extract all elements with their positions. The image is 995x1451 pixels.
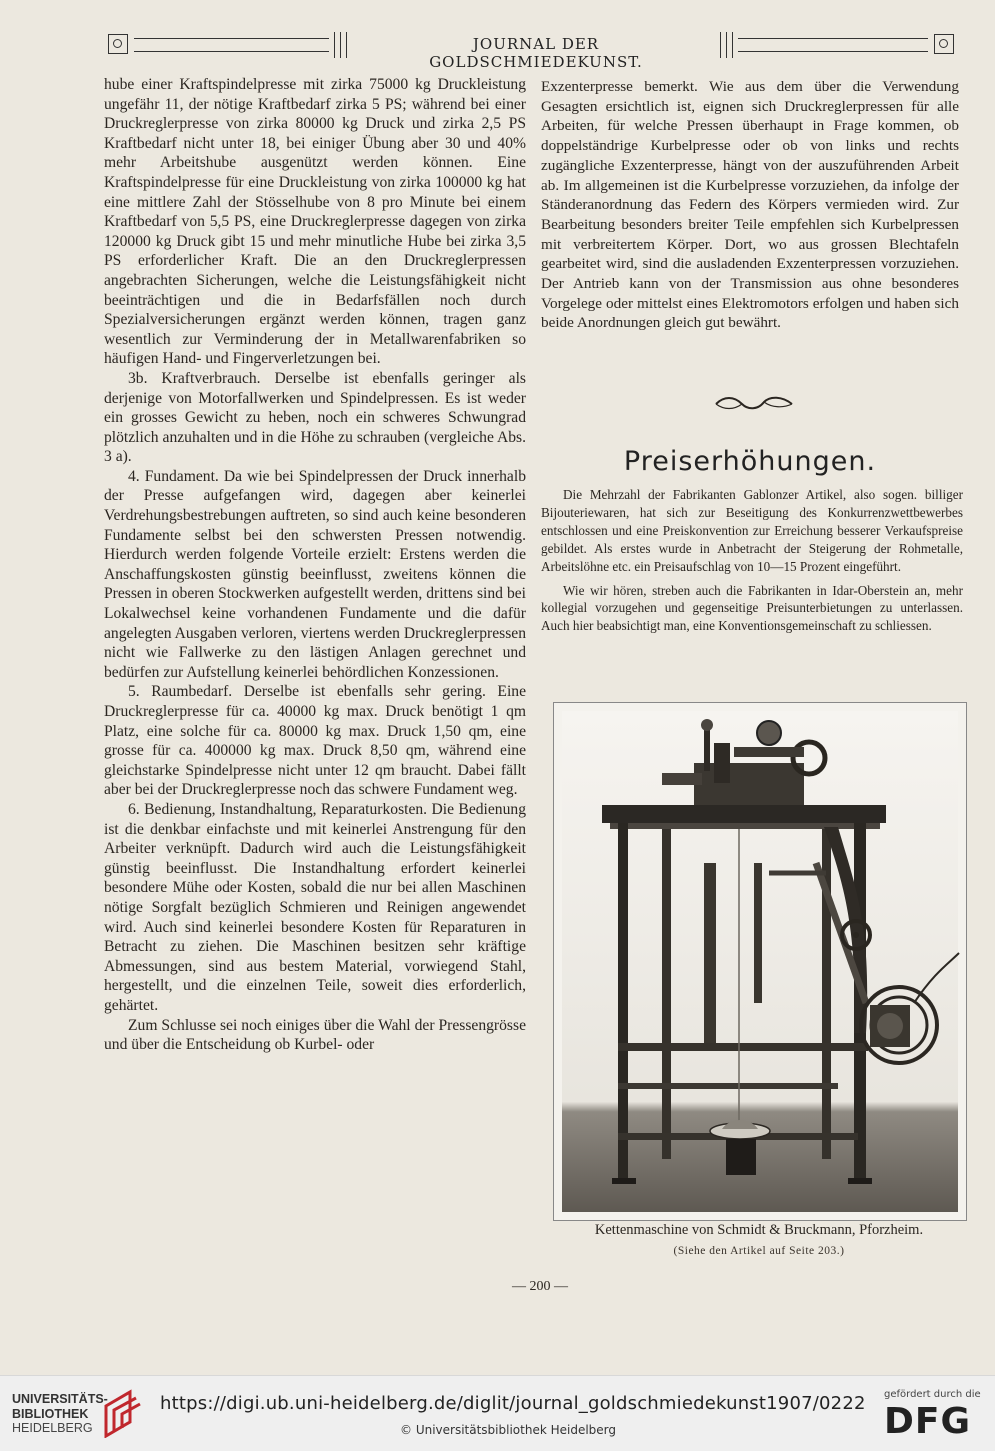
dfg-logo[interactable]: DFG bbox=[884, 1401, 972, 1442]
chain-machine-illustration bbox=[554, 703, 966, 1220]
machine-photograph bbox=[553, 702, 967, 1221]
right-text-column bbox=[541, 77, 959, 333]
left-text-column bbox=[104, 75, 526, 1055]
paragraph: Zum Schlusse sei noch einiges über die Wahl der Pressengrösse und über die Entscheidung ob Kurbel- oder bbox=[104, 1016, 526, 1054]
paragraph: Wie wir hören, streben auch die Fabrikanten in Idar-Oberstein an, mehr kollegial vorzugehen und gegenseitige Preisunterbietungen zu unterlassen. Auch hier beabsichtigt man, eine Konventionsgemeinschaft zu schliessen. bbox=[541, 582, 963, 634]
permalink-url[interactable]: https://digi.ub.uni-heidelberg.de/diglit/journal_goldschmiedekunst1907/0222 bbox=[160, 1393, 866, 1414]
header-rule-left bbox=[134, 38, 329, 52]
page-number: — 200 — bbox=[512, 1279, 568, 1294]
copyright-notice: © Universitätsbibliothek Heidelberg bbox=[400, 1423, 617, 1437]
header-ornament-left-icon bbox=[108, 34, 128, 54]
digitization-footer bbox=[0, 1375, 995, 1451]
figure-caption: Kettenmaschine von Schmidt & Bruckmann, Pforzheim. bbox=[594, 1222, 924, 1238]
paragraph: 5. Raumbedarf. Derselbe ist ebenfalls sehr gering. Eine Druckreglerpresse für ca. 40000 kg max. Druck benötigt 1 qm Platz, eine solche für ca. 80000 kg max. Druck 1,50 qm, eine grosse für ca. 400000 kg max. Druck 8,50 qm, während eine gleichstarke Spindelpresse nicht unter 12 qm braucht. Dabei fällt aber bei der Druckreglerpresse noch das schwere Fundament weg. bbox=[104, 683, 526, 799]
section-divider-ornament-icon bbox=[712, 394, 796, 414]
header-ornament-right-icon bbox=[934, 34, 954, 54]
paragraph: 3b. Kraftverbrauch. Derselbe ist ebenfalls geringer als derjenige von Motorfallwerken und Spindelpressen. Es ist weder ein grosses Gewicht zu heben, noch ein schweres Schwungrad plötzlich anzuhalten und in die Höhe zu schrauben (vergleiche Abs. 3 a). bbox=[104, 369, 526, 466]
section-text bbox=[541, 486, 963, 635]
paragraph: Exzenterpresse bemerkt. Wie aus dem über die Verwendung Gesagten ersichtlich ist, eignen sich Druckreglerpressen für alle Arbeiten, für welche Pressen überhaupt in Frage kommen, ob doppelständrige Kurbelpresse oder ob von links und rechts zugängliche Exzenterpresse, hängt von der auszuführenden Arbeit ab. Im allgemeinen ist die Kurbelpresse vorzuziehen, da infolge der Ständeranordnung das Federn des Körpers vermieden wird. Zur Bearbeitung besonders breiter Teile empfehlen sich Kurbelpressen mit verbreitertem Körper. Dort, wo aus grossen Blechtafeln gearbeitet wird, sind die ausladenden Exzenterpressen vorzuziehen. Der Antrieb kann von der Transmission aus ohne besonderes Vorgelege oder mittelst eines Elektromotors erfolgen und haben sich beide Anordnungen gleich gut bewährt. bbox=[541, 78, 959, 332]
header-rule-right bbox=[738, 38, 928, 52]
paragraph: hube einer Kraftspindelpresse mit zirka 75000 kg Druckleistung ungefähr 11, der nötige Kraftbedarf zirka 5 PS; während bei einer Druckreglerpresse von zirka 80000 kg Druck und zirka 2,5 PS Kraftbedarf nicht unter 18, bei einiger Übung aber 30 und 40% mehr Arbeitshube ausgenützt werden können. Eine Kraftspindelpresse für eine Druckleistung von zirka 100000 kg hat eine mittlere Zahl der Stösselhube von 8 pro Minute bei einem Kraftbedarf von 5,5 PS, eine Druckreglerpresse dagegen von zirka 120000 kg Druck gibt 15 und mehr minutliche Hube bei zirka 3,5 PS erforderlicher Kraft. Die an den Druckreglerpressen angebrachten Sicherungen, welche die Leistungsfähigkeit nicht beeinträchtigen und die in Bedarfsfällen noch durch Spezialversicherungen ergänzt werden können, tragen ganz wesentlich zur Verminderung der in Metallwarenfabriken so häufigen Hand- und Fingerverletzungen bei. bbox=[104, 76, 526, 368]
paragraph: 4. Fundament. Da wie bei Spindelpressen der Druck innerhalb der Presse aufgefangen wird, dagegen aber keinerlei Verdrehungsbestrebungen auftreten, so sind auch keine besonderen Fundamente selbst bei den schwersten Pressen notwendig. Hierdurch werden folgende Vorteile erzielt: Erstens werden die Anschaffungskosten günstig beeinflusst, zweitens können die Pressen in oberen Stockwerken aufgestellt werden, drittens sind bei Lokalwechsel keine vorhandenen Fundamente und die dafür angelegten Ausgaben verloren, viertens werden Druckreglerpressen nicht wie Fallwerke zu den lästigen Anlagen gerechnet und bedürfen zur Aufstellung keinerlei behördlichen Konzessionen. bbox=[104, 467, 526, 681]
section-heading: Preiserhöhungen. bbox=[623, 446, 877, 477]
university-library-logo-icon[interactable] bbox=[100, 1388, 142, 1438]
funder-label: gefördert durch die bbox=[884, 1389, 981, 1400]
paragraph: 6. Bedienung, Instandhaltung, Reparaturkosten. Die Bedienung ist die denkbar einfachste und mit keinerlei Anstrengung für den Arbeiter verknüpft. Dadurch wird auch die Leistungsfähigkeit günstig beeinflusst. Die Instandhaltung erfordert keinerlei besondere Mühe oder Kosten, sobald die nur bei allen Maschinen nötige Sorgfalt bezüglich Schmieren und Reinigen angewendet wird. Auch sind keinerlei besondere Kosten für Reparaturen in Betracht zu ziehen. Die Maschinen besitzen sehr kräftige Abmessungen, sind aus bestem Material, vorwiegend Stahl, hergestellt, und die einzelnen Teile, soweit dies erforderlich, gehärtet. bbox=[104, 800, 526, 1014]
running-header bbox=[108, 32, 956, 71]
paragraph: Die Mehrzahl der Fabrikanten Gablonzer Artikel, also sogen. billiger Bijouteriewaren, hat sich zur Beseitigung des Konkurrenzwettbewerbes entschlossen und eine Preiskonvention zur Erreichung besserer Verkaufspreise gebildet. Als erstes wurde in Anbetracht der Steigerung der Rohmetalle, Arbeitslöhne etc. ein Preisaufschlag von 10—15 Prozent eingeführt. bbox=[541, 487, 963, 574]
library-name[interactable]: UNIVERSITÄTS- BIBLIOTHEK HEIDELBERG bbox=[12, 1392, 108, 1435]
journal-title: JOURNAL DER GOLDSCHMIEDEKUNST. bbox=[429, 35, 643, 71]
figure-note: (Siehe den Artikel auf Seite 203.) bbox=[673, 1245, 845, 1257]
